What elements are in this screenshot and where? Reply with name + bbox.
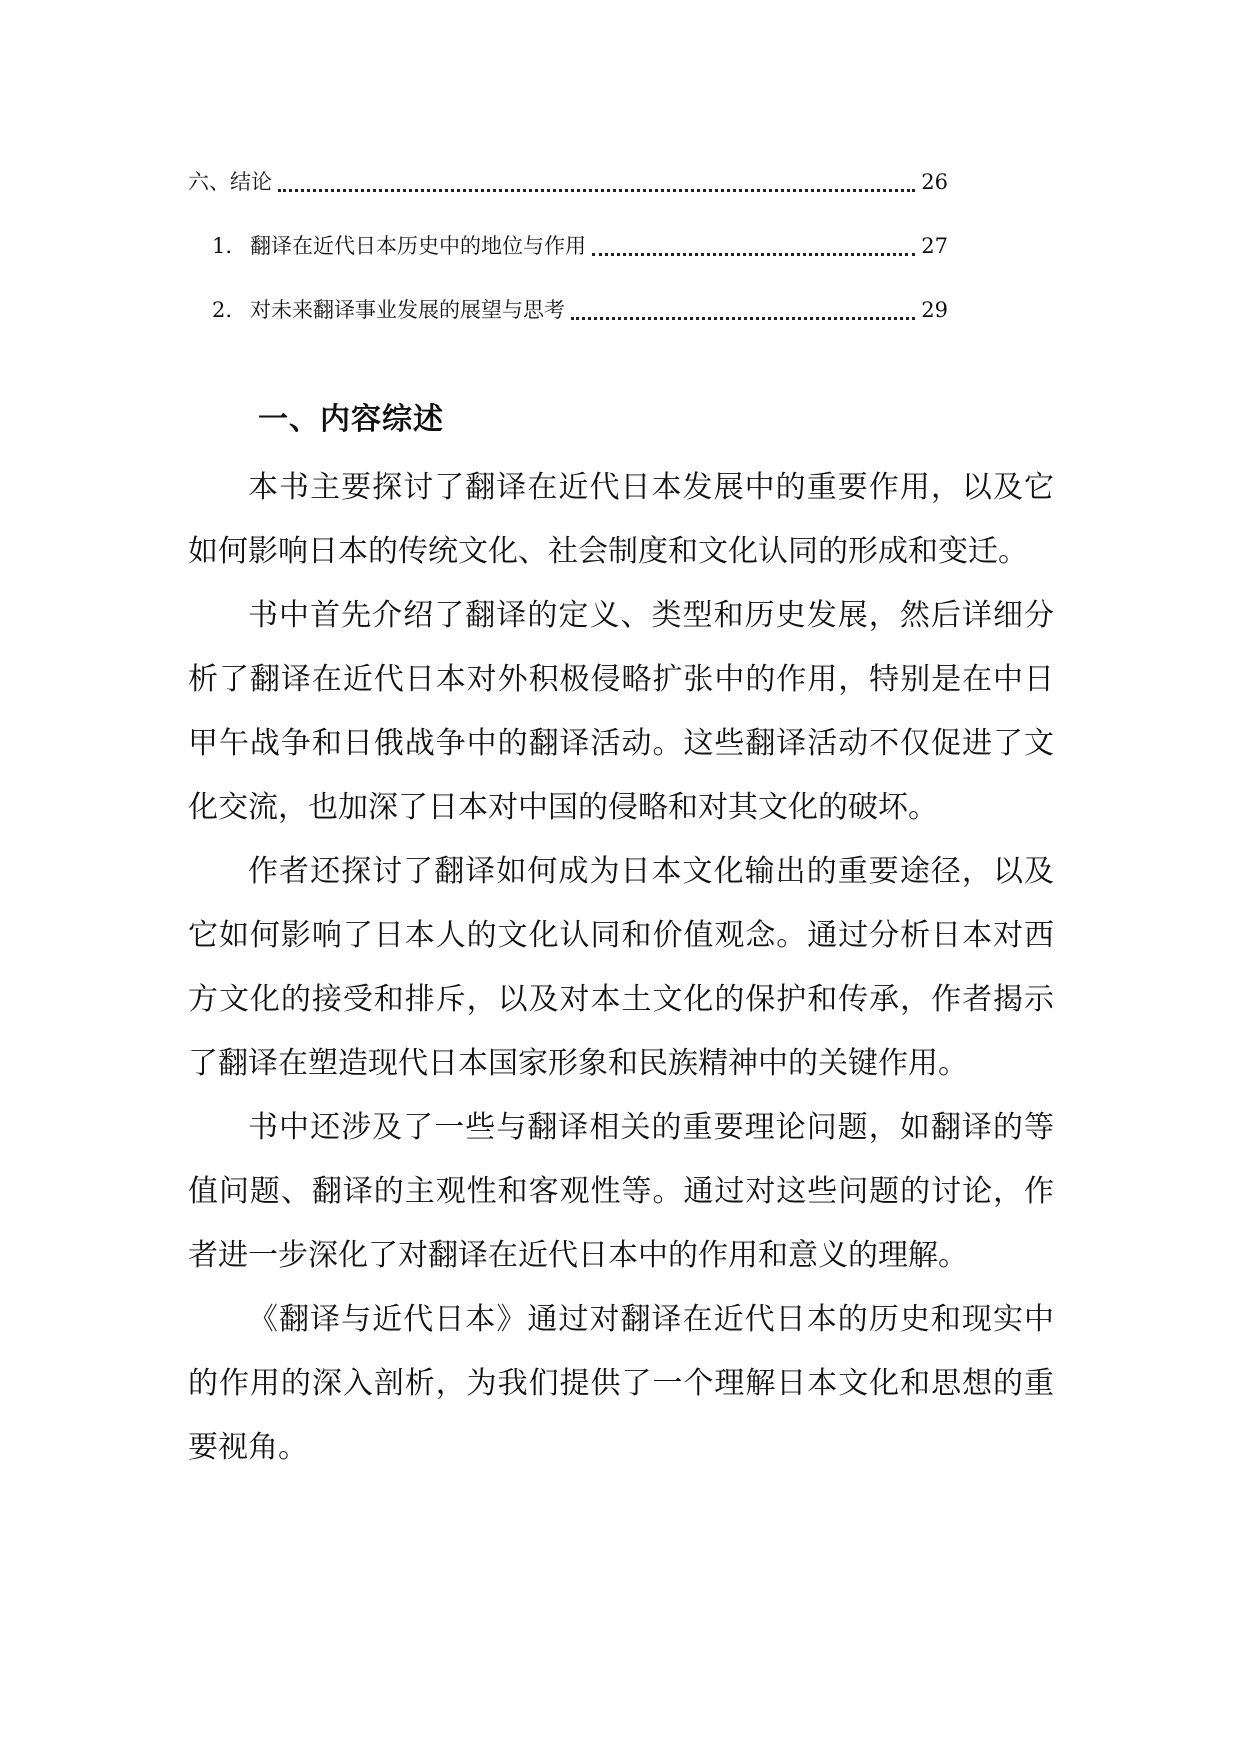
toc-entry-page: 29 (921, 297, 948, 322)
toc-leader-dots (278, 188, 915, 192)
body-paragraph-2: 书中首先介绍了翻译的定义、类型和历史发展，然后详细分析了翻译在近代日本对外积极侵略扩张中的作用，特别是在中日甲午战争和日俄战争中的翻译活动。这些翻译活动不仅促进了文化交流，也加深了日本对中国的侵略和对其文化的破坏。 (188, 598, 1054, 825)
table-of-contents (188, 150, 948, 342)
toc-entry-conclusion-1[interactable] (188, 214, 948, 278)
toc-leader-dots (571, 316, 915, 320)
toc-entry-conclusion[interactable] (188, 150, 948, 214)
section-body (188, 456, 1054, 1480)
body-paragraph-4: 书中还涉及了一些与翻译相关的重要理论问题，如翻译的等值问题、翻译的主观性和客观性等。通过对这些问题的讨论，作者进一步深化了对翻译在近代日本中的作用和意义的理解。 (188, 1110, 1054, 1273)
toc-entry-page: 27 (921, 233, 948, 258)
section-heading: 一、内容综述 (258, 402, 444, 438)
toc-entry-title: 翻译在近代日本历史中的地位与作用 (250, 233, 586, 258)
toc-entry-title: 六、结论 (188, 169, 272, 194)
toc-entry-number: 2. (212, 297, 233, 322)
toc-entry-page: 26 (921, 169, 948, 194)
toc-entry-conclusion-2[interactable] (188, 278, 948, 342)
toc-leader-dots (592, 252, 915, 256)
toc-entry-number: 1. (212, 233, 233, 258)
body-paragraph-1: 本书主要探讨了翻译在近代日本发展中的重要作用，以及它如何影响日本的传统文化、社会制度和文化认同的形成和变迁。 (188, 470, 1054, 569)
body-paragraph-5: 《翻译与近代日本》通过对翻译在近代日本的历史和现实中的作用的深入剖析，为我们提供了一个理解日本文化和思想的重要视角。 (188, 1302, 1054, 1465)
toc-entry-title: 对未来翻译事业发展的展望与思考 (250, 297, 565, 322)
body-paragraph-3: 作者还探讨了翻译如何成为日本文化输出的重要途径，以及它如何影响了日本人的文化认同和价值观念。通过分析日本对西方文化的接受和排斥，以及对本土文化的保护和传承，作者揭示了翻译在塑造现代日本国家形象和民族精神中的关键作用。 (188, 854, 1054, 1081)
